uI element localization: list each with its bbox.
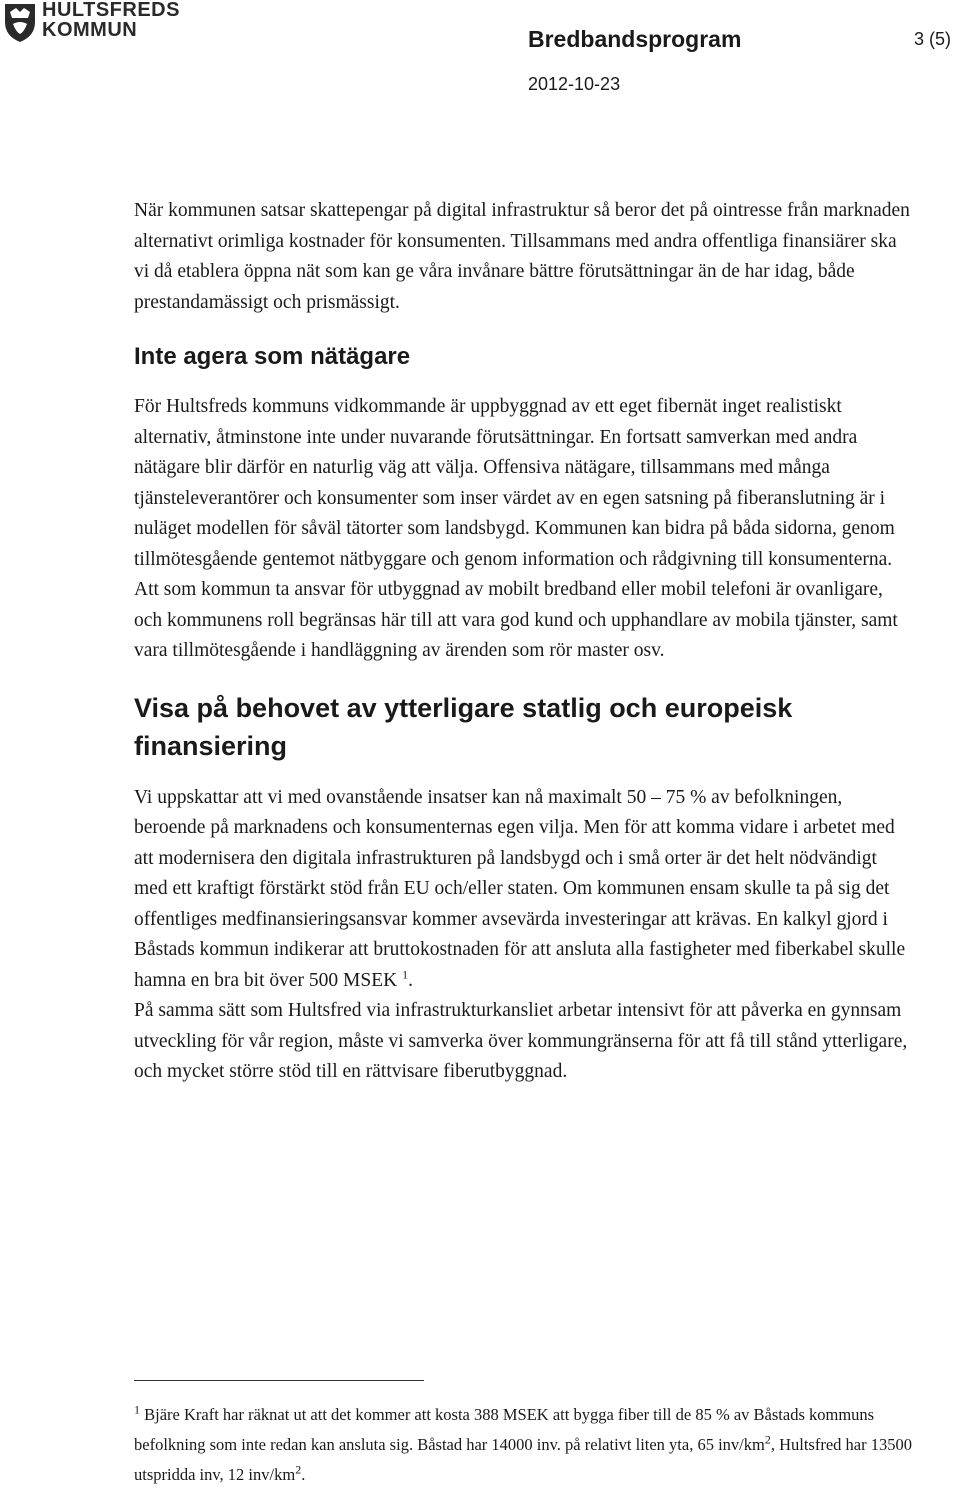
footnote-text	[134, 1400, 914, 1490]
footnote-marker: 1	[134, 1402, 140, 1417]
document-body	[134, 196, 914, 1088]
document-date: 2012-10-23	[528, 74, 621, 94]
footnote-sup-b: 2	[295, 1462, 302, 1477]
section-heading-not-owner: Inte agera som nätägare	[134, 343, 411, 370]
section2-paragraph-2: På samma sätt som Hultsfred via infrastrukturkansliet arbetar intensivt för att påverka en gynnsam utveckling för vår region, måste vi samverka över kommungränserna för att få till stånd ytterligare, och mycket större stöd till en rättvisare fiberutbyggnad.	[134, 1000, 908, 1082]
section-heading-financing: Visa på behovet av ytterligare statlig och europeisk finansiering	[134, 692, 793, 761]
footnote-text-b: , Hultsfred har 13500 utspridda inv, 12 inv/km	[134, 1435, 912, 1484]
intro-paragraph: När kommunen satsar skattepengar på digital infrastruktur så beror det på ointresse från marknaden alternativt orimliga kostnader för konsumenten. Tillsammans med andra offentliga finansiärer ska vi då etablera öppna nät som kan ge våra invånare bättre förutsättningar än de har idag, både prestandamässigt och prismässigt.	[134, 200, 910, 313]
footnote-text-a: Bjäre Kraft har räknat ut att det kommer att kosta 388 MSEK att bygga fiber till de 85 % av Båstads kommuns befolkning som inte redan kan ansluta sig. Båstad har 14000 inv. på relativt liten yta, 65 inv/km	[134, 1405, 875, 1454]
footnote-text-c: .	[301, 1465, 306, 1484]
section1-paragraph-2: Att som kommun ta ansvar för utbyggnad av mobilt bredband eller mobil telefoni är ovanligare, och kommunens roll begränsas här till att vara god kund och upphandlare av mobila tjänster, samt vara tillmötesgående i handläggning av ärenden som rör master osv.	[134, 579, 898, 661]
footnote-separator	[134, 1380, 424, 1381]
section2-paragraph-1	[134, 783, 914, 997]
document-title: Bredbandsprogram	[528, 26, 742, 52]
footnote	[134, 1400, 914, 1490]
footnote-reference[interactable]: 1	[402, 967, 409, 981]
coat-of-arms-icon	[2, 0, 38, 44]
logo-line-1: HULTSFREDS	[42, 0, 180, 21]
municipality-logo	[2, 0, 192, 44]
footnote-sup-a: 2	[764, 1432, 771, 1447]
section2-paragraph-1-text: Vi uppskattar att vi med ovanstående insatser kan nå maximalt 50 – 75 % av befolkningen, beroende på marknadens och konsumenternas egen vilja. Men för att komma vidare i arbetet med att modernisera den digitala infrastrukturen på landsbygd och i små orter är det helt nödvändigt med ett kraftigt förstärkt stöd från EU och/eller staten. Om kommunen ensam skulle ta på sig det offentliges medfinansieringsansvar kommer avsevärda investeringar att krävas. En kalkyl gjord i Båstads kommun indikerar att bruttokostnaden för att ansluta alla fastigheter med fiberkabel skulle hamna en bra bit över 500 MSEK	[134, 786, 906, 991]
section1-paragraph-1: För Hultsfreds kommuns vidkommande är uppbyggnad av ett eget fibernät inget realistiskt alternativ, åtminstone inte under nuvarande förutsättningar. En fortsatt samverkan med andra nätägare blir därför en naturlig väg att välja. Offensiva nätägare, tillsammans med många tjänsteleverantörer och konsumenter som inser värdet av en egen satsning på fiberanslutning är i nuläget modellen för såväl tätorter som landsbygd. Kommunen kan bidra på båda sidorna, genom tillmötesgående gentemot nätbyggare och genom information och rådgivning till konsumenterna.	[134, 396, 895, 570]
logo-line-2: KOMMUN	[42, 19, 138, 41]
section2-paragraph-1-end: .	[408, 969, 413, 991]
page-number: 3 (5)	[914, 29, 952, 49]
